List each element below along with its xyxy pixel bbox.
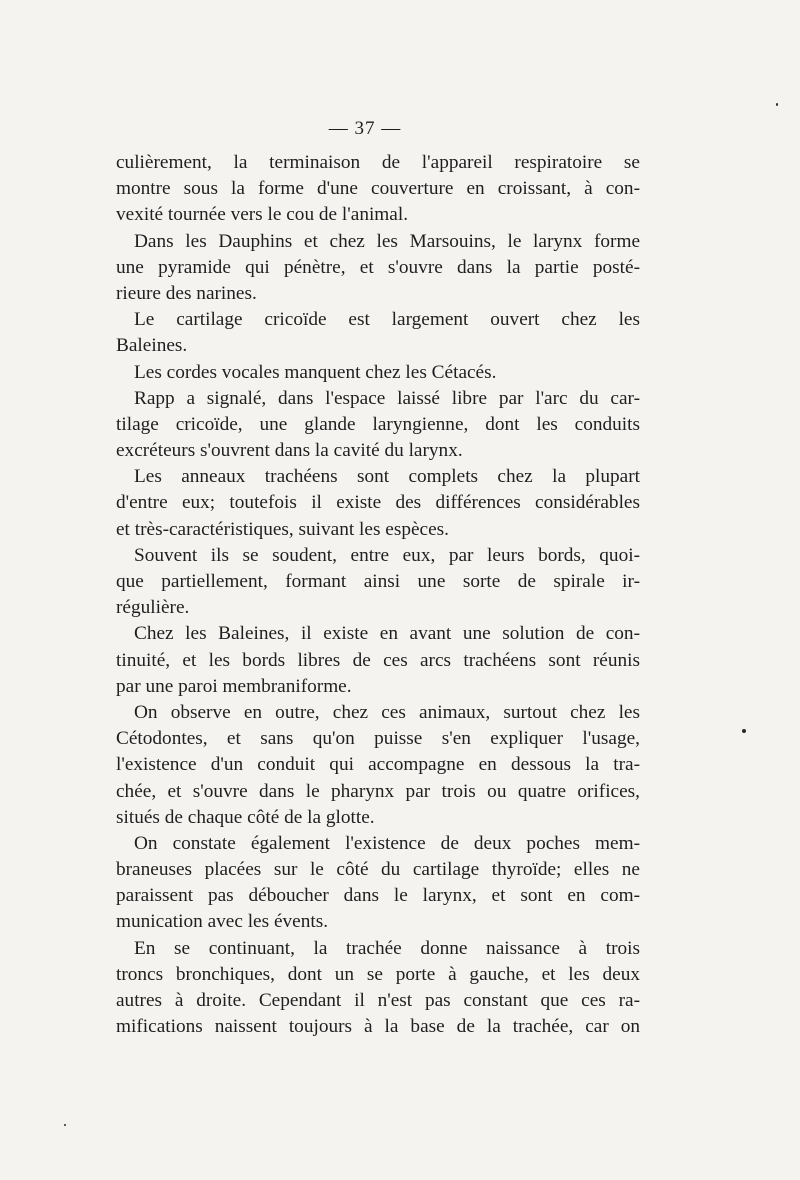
text-line: vexité tournée vers le cou de l'animal. [116, 204, 409, 226]
text-line: chée, et s'ouvre dans le pharynx par trois ou quatre orifices, [116, 780, 640, 802]
text-line: tinuité, et les bords libres de ces arcs trachéens sont réunis [116, 649, 640, 671]
text-line: Baleines. [116, 335, 188, 357]
text-line: autres à droite. Cependant il n'est pas constant que ces ra- [116, 990, 640, 1011]
text-line: rieure des narines. [116, 282, 257, 304]
text-line: montre sous la forme d'une couverture en croissant, à con- [116, 178, 640, 200]
text-line: Rapp a signalé, dans l'espace laissé libre par l'arc du car- [134, 387, 640, 409]
text-line: d'entre eux; toutefois il existe des différences considérables [116, 492, 640, 514]
text-line: Les cordes vocales manquent chez les Cétacés. [134, 361, 497, 383]
text-line: une pyramide qui pénètre, et s'ouvre dans la partie posté- [116, 256, 640, 278]
text-line: Le cartilage cricoïde est largement ouvert chez les [134, 309, 640, 331]
page-number: — 37 — [328, 118, 402, 139]
body-text [116, 150, 640, 1040]
text-line: On constate également l'existence de deux poches mem- [134, 832, 640, 854]
text-line: et très-caractéristiques, suivant les espèces. [116, 518, 449, 540]
text-line: En se continuant, la trachée donne naissance à trois [134, 937, 640, 959]
text-line: Cétodontes, et sans qu'on puisse s'en expliquer l'usage, [116, 728, 640, 750]
text-line: munication avec les évents. [116, 911, 329, 933]
text-line: paraissent pas déboucher dans le larynx, et sont en com- [116, 885, 640, 907]
ink-speck [742, 729, 746, 733]
text-line: mifications naissent toujours à la base de la trachée, car on [116, 1016, 640, 1038]
text-line: par une paroi membraniforme. [116, 675, 352, 697]
text-line: régulière. [116, 597, 190, 619]
ink-speck [64, 1124, 66, 1126]
text-line: tilage cricoïde, une glande laryngienne, dont les conduits [116, 413, 640, 435]
text-line: situés de chaque côté de la glotte. [116, 806, 375, 828]
text-line: Dans les Dauphins et chez les Marsouins, le larynx forme [134, 230, 640, 252]
text-line: l'existence d'un conduit qui accompagne en dessous la tra- [116, 754, 640, 776]
text-line: braneuses placées sur le côté du cartilage thyroïde; elles ne [116, 859, 640, 881]
text-line: Chez les Baleines, il existe en avant une solution de con- [134, 623, 640, 645]
text-line: excréteurs s'ouvrent dans la cavité du larynx. [116, 440, 463, 462]
text-line: troncs bronchiques, dont un se porte à gauche, et les deux [116, 963, 640, 985]
text-line: que partiellement, formant ainsi une sorte de spirale ir- [116, 571, 640, 592]
text-line: Les anneaux trachéens sont complets chez la plupart [134, 466, 640, 488]
text-line: Souvent ils se soudent, entre eux, par leurs bords, quoi- [134, 544, 640, 566]
text-line: culièrement, la terminaison de l'appareil respiratoire se [116, 152, 640, 173]
ink-speck [776, 103, 778, 106]
text-line: On observe en outre, chez ces animaux, surtout chez les [134, 701, 640, 723]
